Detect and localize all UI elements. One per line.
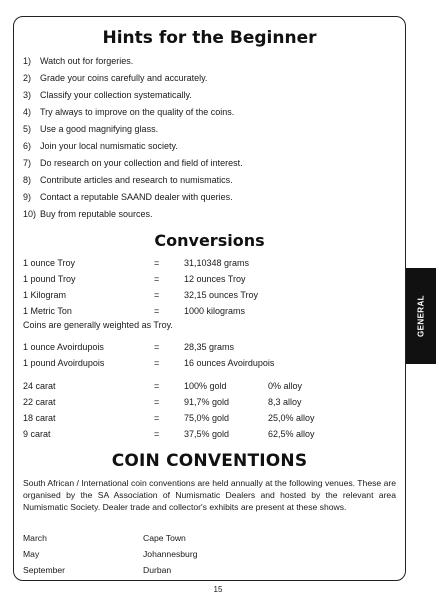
hint-number: 10) — [23, 209, 37, 219]
venue-city: Johannesburg — [143, 549, 198, 559]
conversions-title: Conversions — [154, 231, 265, 250]
carat-label: 9 carat — [23, 429, 51, 439]
section-side-tab — [406, 268, 436, 364]
equals-sign: = — [154, 258, 160, 268]
equals-sign: = — [154, 290, 160, 300]
equals-sign: = — [154, 413, 160, 423]
hint-number: 2) — [23, 73, 32, 83]
hint-text: Use a good magnifying glass. — [40, 124, 159, 134]
gold-percentage: 37,5% gold — [184, 429, 230, 439]
equals-sign: = — [154, 274, 160, 284]
carat-label: 18 carat — [23, 413, 56, 423]
conversion-label: 1 Metric Ton — [23, 306, 72, 316]
conversion-label: 1 pound Troy — [23, 274, 76, 284]
alloy-percentage: 25,0% alloy — [268, 413, 315, 423]
hint-number: 1) — [23, 56, 32, 66]
troy-note: Coins are generally weighted as Troy. — [23, 320, 173, 330]
equals-sign: = — [154, 397, 160, 407]
hint-number: 5) — [23, 124, 32, 134]
venue-city: Cape Town — [143, 533, 186, 543]
equals-sign: = — [154, 342, 160, 352]
hint-number: 6) — [23, 141, 32, 151]
gold-percentage: 100% gold — [184, 381, 227, 391]
hints-title: Hints for the Beginner — [102, 28, 317, 48]
gold-percentage: 75,0% gold — [184, 413, 230, 423]
page-number: 15 — [213, 585, 223, 594]
side-tab-label: GENERAL — [416, 295, 426, 337]
alloy-percentage: 62,5% alloy — [268, 429, 315, 439]
conversion-value: 31,10348 grams — [184, 258, 250, 268]
conversion-label: 1 ounce Avoirdupois — [23, 342, 104, 352]
conversion-value: 1000 kilograms — [184, 306, 246, 316]
hint-text: Buy from reputable sources. — [40, 209, 153, 219]
hint-text: Contribute articles and research to numismatics. — [40, 175, 233, 185]
equals-sign: = — [154, 429, 160, 439]
equals-sign: = — [154, 358, 160, 368]
equals-sign: = — [154, 306, 160, 316]
hint-number: 9) — [23, 192, 32, 202]
venue-month: March — [23, 533, 47, 543]
conversion-value: 28,35 grams — [184, 342, 235, 352]
venue-month: September — [23, 565, 66, 575]
gold-percentage: 91,7% gold — [184, 397, 230, 407]
hint-number: 4) — [23, 107, 32, 117]
hint-text: Join your local numismatic society. — [40, 141, 178, 151]
conversion-label: 1 pound Avoirdupois — [23, 358, 105, 368]
hint-text: Classify your collection systematically. — [40, 90, 192, 100]
coin-conventions-paragraph: South African / International coin conventions are held annually at the following venues. These are organised by the SA Association of Numismatic Dealers and hosted by the relevant area Numismatic Society. Dealer trade and collector's exhibits are present at these shows. — [23, 478, 396, 513]
venue-month: May — [23, 549, 40, 559]
coin-conventions-title: COIN CONVENTIONS — [111, 451, 308, 471]
conversion-label: 1 ounce Troy — [23, 258, 76, 268]
alloy-percentage: 0% alloy — [268, 381, 303, 391]
hint-text: Grade your coins carefully and accurately. — [40, 73, 208, 83]
hint-number: 8) — [23, 175, 32, 185]
hint-text: Do research on your collection and field of interest. — [40, 158, 243, 168]
equals-sign: = — [154, 381, 160, 391]
carat-label: 22 carat — [23, 397, 56, 407]
conversion-label: 1 Kilogram — [23, 290, 67, 300]
hint-text: Contact a reputable SAAND dealer with queries. — [40, 192, 233, 202]
hint-text: Try always to improve on the quality of the coins. — [40, 107, 235, 117]
conversion-value: 12 ounces Troy — [184, 274, 246, 284]
hint-number: 7) — [23, 158, 32, 168]
conversion-value: 16 ounces Avoirdupois — [184, 358, 275, 368]
carat-label: 24 carat — [23, 381, 56, 391]
conversion-value: 32,15 ounces Troy — [184, 290, 259, 300]
alloy-percentage: 8,3 alloy — [268, 397, 302, 407]
hint-text: Watch out for forgeries. — [40, 56, 134, 66]
hint-number: 3) — [23, 90, 32, 100]
venue-city: Durban — [143, 565, 172, 575]
